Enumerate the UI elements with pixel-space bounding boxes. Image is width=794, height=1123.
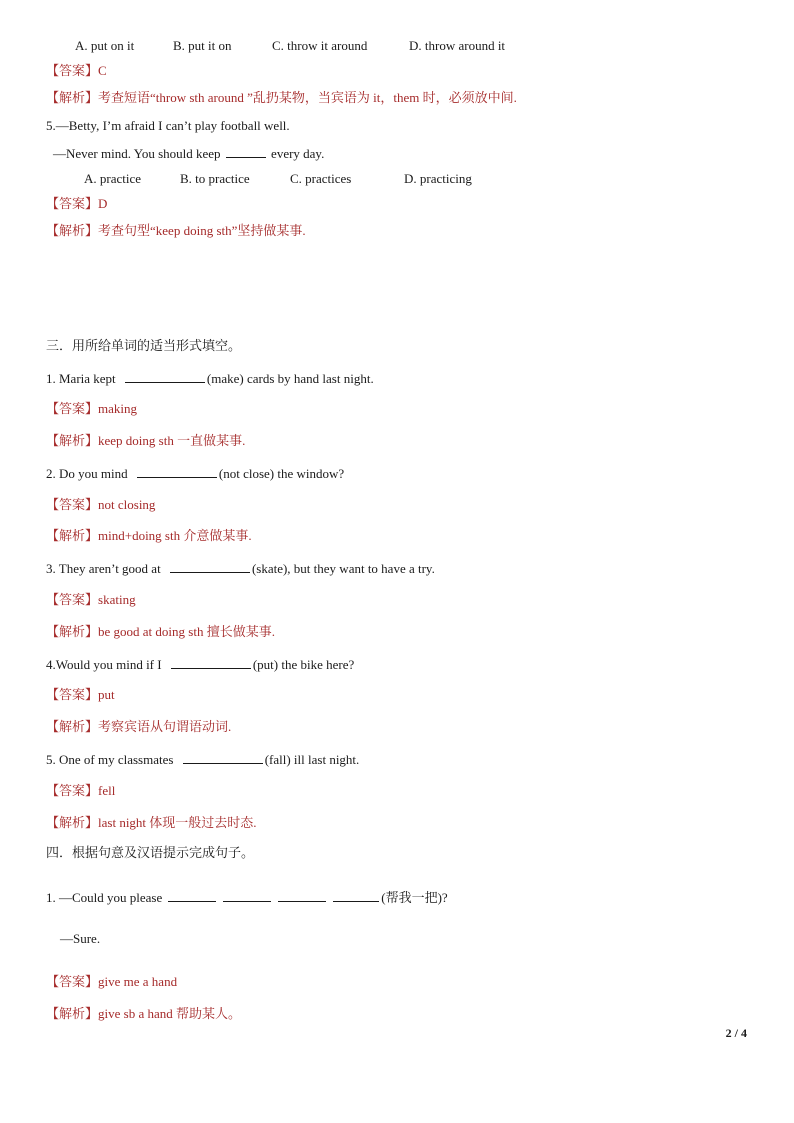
analysis-text: last night 体现一般过去时态. [98,815,257,830]
analysis-text: mind+doing sth 介意做某事. [98,528,252,543]
s3-item2-question [46,465,344,482]
q5-option-d: D. practicing [404,171,472,186]
s4-item1-blank-3[interactable] [278,889,326,902]
s4-item1-analysis [46,1006,241,1022]
q5-option-b: B. to practice [180,171,250,186]
s4-item1-reply: —Sure. [60,931,101,946]
s4-item1-blank-1[interactable] [168,889,216,902]
s3-item3-pre: 3. They aren’t good at [46,561,161,576]
answer-tag: 【答案】 [46,783,99,798]
s3-item5-blank[interactable] [183,751,263,764]
analysis-text: 考查句型“keep doing sth”坚持做某事. [98,223,306,238]
q5-sentence-pre: —Never mind. You should keep [53,146,221,161]
s3-item2-post: (not close) the window? [218,466,345,481]
q4-option-a: A. put on it [75,38,135,53]
analysis-tag: 【解析】 [46,1006,99,1021]
analysis-text: 考察宾语从句谓语动词. [98,719,232,734]
q4-answer [46,63,107,79]
s3-item5-answer [46,783,115,799]
page-number: 2 / 4 [725,1026,747,1040]
s3-item3-question [46,560,435,577]
s4-item1-post: (帮我一把)? [381,890,448,905]
s3-item4-answer [46,687,115,703]
answer-tag: 【答案】 [46,687,99,702]
s4-item1-answer [46,974,177,990]
s3-item1-question [46,370,374,387]
analysis-text: 考查短语“throw sth around ”乱扔某物，当宾语为 it，them 时，必须放中间. [98,90,517,105]
s3-item5-analysis [46,815,257,831]
s3-item1-blank[interactable] [125,370,205,383]
answer-tag: 【答案】 [46,401,99,416]
q5-sentence [53,145,324,162]
s4-item1-blank-2[interactable] [223,889,271,902]
section3-title: 三．用所给单词的适当形式填空。 [46,339,242,354]
answer-text: fell [98,783,116,798]
s3-item1-post: (make) cards by hand last night. [206,371,374,386]
answer-tag: 【答案】 [46,974,99,989]
s3-item4-post: (put) the bike here? [252,657,355,672]
s3-item4-analysis [46,719,231,735]
analysis-tag: 【解析】 [46,719,99,734]
q4-option-b: B. put it on [173,38,232,53]
analysis-tag: 【解析】 [46,528,99,543]
s3-item2-pre: 2. Do you mind [46,466,128,481]
s3-item1-analysis [46,433,245,449]
q5-option-c: C. practices [290,171,352,186]
s3-item3-analysis [46,624,275,640]
s3-item1-answer [46,401,137,417]
analysis-text: give sb a hand 帮助某人。 [98,1006,241,1021]
answer-text: D [98,196,108,211]
answer-tag: 【答案】 [46,63,99,78]
answer-text: not closing [98,497,156,512]
analysis-text: keep doing sth 一直做某事. [98,433,246,448]
analysis-tag: 【解析】 [46,223,99,238]
q4-analysis [46,90,517,106]
q5-sentence-post: every day. [271,146,325,161]
q5-question: 5.—Betty, I’m afraid I can’t play football well. [46,118,290,133]
answer-text: making [98,401,138,416]
s3-item5-pre: 5. One of my classmates [46,752,174,767]
s3-item2-blank[interactable] [137,465,217,478]
q5-blank[interactable] [226,145,266,158]
s3-item4-blank[interactable] [171,656,251,669]
answer-tag: 【答案】 [46,196,99,211]
s3-item2-answer [46,497,155,513]
s4-item1-pre: 1. —Could you please [46,890,163,905]
analysis-text: be good at doing sth 擅长做某事. [98,624,275,639]
q5-analysis [46,223,306,239]
s4-item1-blank-4[interactable] [333,889,379,902]
s3-item3-blank[interactable] [170,560,250,573]
s3-item4-question [46,656,354,673]
q4-option-d: D. throw around it [409,38,506,53]
q4-option-c: C. throw it around [272,38,368,53]
answer-text: put [98,687,115,702]
s3-item2-analysis [46,528,252,544]
section4-title: 四．根据句意及汉语提示完成句子。 [46,846,255,861]
analysis-tag: 【解析】 [46,624,99,639]
analysis-tag: 【解析】 [46,433,99,448]
analysis-tag: 【解析】 [46,815,99,830]
s3-item5-question [46,751,359,768]
answer-tag: 【答案】 [46,497,99,512]
s3-item3-post: (skate), but they want to have a try. [251,561,435,576]
s3-item4-pre: 4.Would you mind if I [46,657,162,672]
s4-item1-question [46,889,448,906]
answer-text: C [98,63,107,78]
q5-option-a: A. practice [84,171,142,186]
answer-text: give me a hand [98,974,178,989]
s3-item1-pre: 1. Maria kept [46,371,116,386]
s3-item3-answer [46,592,136,608]
answer-text: skating [98,592,136,607]
q5-answer [46,196,107,212]
s3-item5-post: (fall) ill last night. [264,752,360,767]
answer-tag: 【答案】 [46,592,99,607]
analysis-tag: 【解析】 [46,90,99,105]
